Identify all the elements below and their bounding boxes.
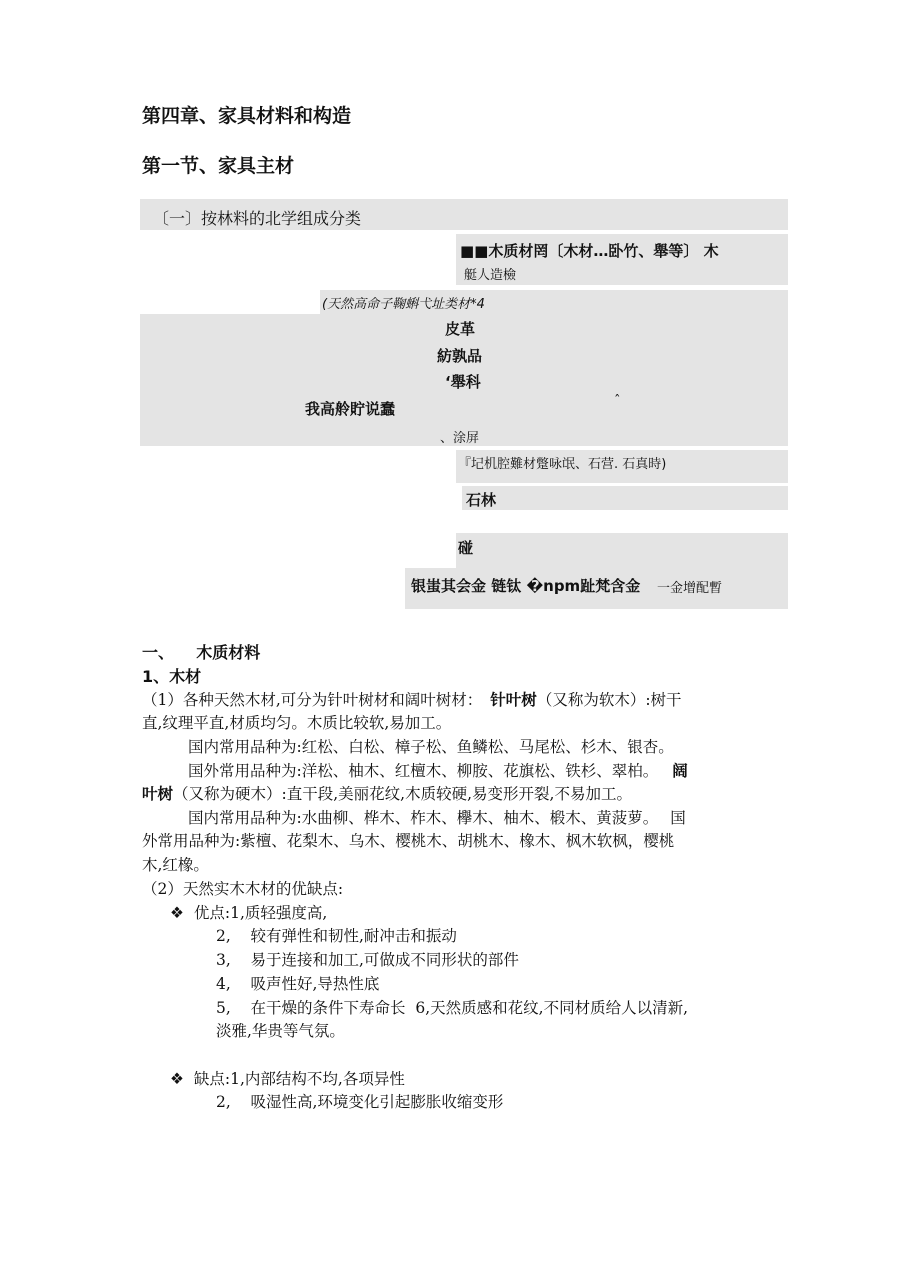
paragraph-line: [188, 759, 688, 781]
metals-tail-label: 一金增配暫: [657, 581, 723, 596]
text-run: （1）各种天然木材,可分为针叶树材和阔叶树材：: [142, 691, 483, 709]
diamond-bullet-icon: ❖: [170, 904, 184, 922]
leather-label: 皮革: [445, 320, 476, 338]
diagram-band: [462, 486, 788, 510]
natural-polymer-label: (天然高命子鞠蝌弋址类材*4: [322, 297, 485, 312]
paragraph-line: 直,纹理平直,材质均匀。木质比较软,易加工。: [142, 714, 452, 732]
text-run: 缺点:1,内部结构不均,各项异性: [193, 1070, 405, 1088]
cons-item: 2, 吸湿性高,环境变化引起膨胀收缩变形: [216, 1093, 504, 1111]
wood-branch-label: ■■木质材罔〔木材…卧竹、舉等〕 木: [460, 242, 719, 260]
pros-item: [170, 901, 327, 923]
text-run: （又称为硬木）:直干段,美丽花纹,木质较硬,易变形开裂,不易加工。: [173, 785, 632, 803]
stone-label: 石林: [466, 491, 497, 509]
text-run: 国内常用品种为:水曲柳、桦木、柞木、欅木、柚木、椴木、黄菠萝。: [188, 809, 659, 827]
chapter-title: 第四章、家具材料和构造: [142, 105, 352, 127]
metals-label: 银蚩其会金 链钛 �npm趾梵含金: [411, 577, 641, 595]
pros-item: 淡雅,华贵等气氛。: [216, 1022, 345, 1040]
cons-item: [170, 1067, 405, 1089]
text-run: 优点:1,质轻强度高,: [193, 904, 328, 922]
paragraph-line: [142, 782, 632, 804]
part-heading: 一、 木质材料: [142, 643, 261, 662]
paragraph-line: 木,红橡。: [142, 856, 209, 874]
glass-label: 碰: [458, 539, 474, 557]
pros-item: 4, 吸声性好,导热性底: [216, 975, 380, 993]
pros-item: 5, 在干燥的条件下寿命长 6,天然质感和花纹,不同材质给人以清新,: [216, 999, 688, 1017]
textile-label: 紡孰品: [437, 347, 483, 365]
pros-item: 3, 易于连接和加工,可做成不同形状的部件: [216, 951, 519, 969]
pros-item: 2, 较有弹性和韧性,耐冲击和振动: [216, 927, 457, 945]
section-title: 第一节、家具主材: [142, 155, 295, 177]
diamond-bullet-icon: ❖: [170, 1070, 184, 1088]
diagram-band: [456, 533, 788, 569]
paragraph-line: 外常用品种为:紫檀、花梨木、乌木、樱桃木、胡桃木、橡木、枫木软枫，樱桃: [142, 832, 675, 850]
term-softwood: 针叶树: [490, 691, 537, 709]
paragraph-line: [188, 806, 686, 828]
term-hardwood: 阔: [672, 762, 688, 780]
term-hardwood: 叶树: [142, 785, 174, 803]
organic-material-label: 我高舲貯说蠢: [305, 400, 396, 418]
paragraph-line: （2）天然实木木材的优缺点:: [142, 880, 344, 898]
sub-heading: 1、木材: [142, 667, 202, 686]
diagram-heading: 〔一〕按林料的北学组成分类: [153, 209, 362, 228]
wood-branch-sub: 艇人造檢: [464, 268, 517, 283]
paragraph-line: [142, 688, 682, 710]
plastic-label: ‘舉科: [445, 373, 481, 391]
text-run: 国: [670, 809, 686, 827]
caret-mark: ˆ: [614, 394, 621, 409]
inorganic-label: 『圮机腔難材蹩咏氓、石营. 石真時): [458, 457, 667, 472]
text-run: 国外常用品种为:洋松、柚木、红檀木、柳胺、花旗松、铁杉、翠柏。: [188, 762, 659, 780]
text-run: （又称为软木）:树干: [536, 691, 682, 709]
coating-label: 、涂屏: [440, 431, 480, 446]
paragraph-line: 国内常用品种为:红松、白松、樟子松、鱼鳞松、马尾松、杉木、银杏。: [188, 738, 674, 756]
